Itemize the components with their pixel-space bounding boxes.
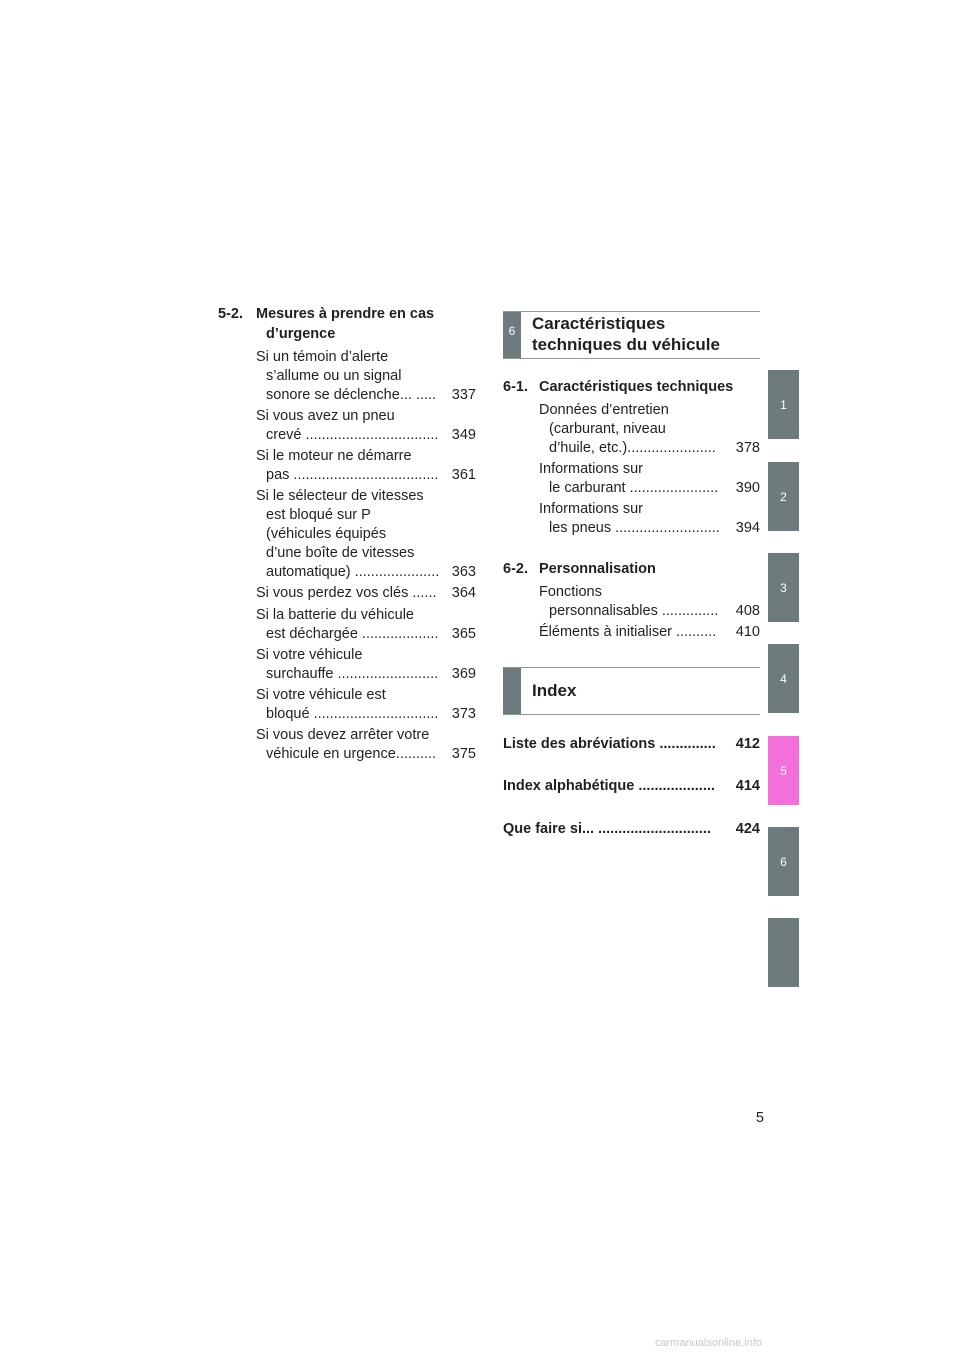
toc-entry-line: d’huile, etc.)...................... bbox=[549, 440, 716, 456]
section-6-1-title: Caractéristiques techniques bbox=[539, 379, 734, 395]
chapter-tab-label: 4 bbox=[780, 671, 787, 686]
chapter-tab-2[interactable] bbox=[768, 462, 799, 531]
toc-entry-line: est bloqué sur P bbox=[266, 507, 371, 523]
toc-entry-line: surchauffe ......................... bbox=[266, 666, 439, 682]
toc-page-number: 363 bbox=[451, 564, 476, 580]
chapter-tab-label: 3 bbox=[780, 580, 787, 595]
chapter-tab-label: 5 bbox=[780, 763, 787, 778]
section-6-1-number: 6-1. bbox=[503, 379, 528, 395]
toc-entry-line: (véhicules équipés bbox=[266, 526, 387, 542]
index-entry-label: Que faire si... ............................ bbox=[503, 821, 711, 837]
toc-entry-line: d’une boîte de vitesses bbox=[266, 545, 415, 561]
toc-entry-line: Informations sur bbox=[539, 501, 643, 517]
chapter-tab-label: 6 bbox=[780, 854, 787, 869]
toc-entry-line: Si vous devez arrêter votre bbox=[256, 727, 430, 743]
toc-page-number: 373 bbox=[451, 706, 476, 722]
toc-entry-line: Si vous avez un pneu bbox=[256, 408, 395, 424]
right-column bbox=[503, 378, 760, 643]
chapter-6-header bbox=[503, 311, 760, 359]
toc-entry-line: Si la batterie du véhicule bbox=[256, 607, 414, 623]
toc-entry-line: Éléments à initialiser .......... bbox=[539, 624, 717, 640]
left-column bbox=[218, 305, 476, 775]
toc-entry-line: s’allume ou un signal bbox=[266, 368, 402, 384]
toc-entry-line: les pneus .......................... bbox=[549, 520, 720, 536]
chapter-tab-label: 2 bbox=[780, 489, 787, 504]
chapter-tab-6[interactable] bbox=[768, 827, 799, 896]
section-5-2-title: Mesures à prendre en cas bbox=[256, 306, 435, 322]
toc-page-number: 349 bbox=[451, 427, 476, 443]
toc-page-number: 408 bbox=[735, 603, 760, 619]
toc-page-number: 375 bbox=[451, 746, 476, 762]
index-header bbox=[503, 667, 760, 715]
toc-entry-line: Si le sélecteur de vitesses bbox=[256, 488, 424, 504]
toc-entry-line: automatique) ..................... bbox=[266, 564, 440, 580]
toc-entry-line: le carburant ...................... bbox=[549, 480, 719, 496]
section-5-2-title-cont: d’urgence bbox=[266, 326, 336, 342]
chapter-6-title-cont: techniques du véhicule bbox=[532, 335, 720, 354]
toc-page-number: 424 bbox=[735, 821, 760, 837]
section-6-2-title: Personnalisation bbox=[539, 561, 656, 577]
toc-entry-line: sonore se déclenche... ..... bbox=[266, 387, 437, 403]
toc-page-number: 412 bbox=[735, 736, 760, 752]
toc-entry-line: est déchargée ................... bbox=[266, 626, 439, 642]
index-tab-marker bbox=[503, 668, 521, 714]
index-entries bbox=[503, 735, 760, 845]
toc-page-number: 337 bbox=[451, 387, 476, 403]
toc-page-number: 361 bbox=[451, 467, 476, 483]
toc-entry-line: Si vous perdez vos clés ...... bbox=[256, 585, 437, 601]
toc-page-number: 414 bbox=[735, 778, 760, 794]
chapter-tab-4[interactable] bbox=[768, 644, 799, 713]
section-6-2-number: 6-2. bbox=[503, 561, 528, 577]
toc-entry-line: véhicule en urgence.......... bbox=[266, 746, 437, 762]
toc-page-number: 369 bbox=[451, 666, 476, 682]
chapter-tab-label: 1 bbox=[780, 397, 787, 412]
toc-entry-line: crevé ................................. bbox=[266, 427, 439, 443]
toc-page-number: 364 bbox=[451, 585, 476, 601]
chapter-tab-3[interactable] bbox=[768, 553, 799, 622]
chapter-6-title: Caractéristiques bbox=[532, 314, 666, 333]
toc-entry-line: Si un témoin d’alerte bbox=[256, 349, 389, 365]
toc-entry-line: Si le moteur ne démarre bbox=[256, 448, 412, 464]
toc-page-number: 394 bbox=[735, 520, 760, 536]
toc-page-number: 410 bbox=[735, 624, 760, 640]
chapter-tab-5-active[interactable] bbox=[768, 736, 799, 805]
section-5-2-number: 5-2. bbox=[218, 306, 243, 322]
toc-page-number: 365 bbox=[451, 626, 476, 642]
index-title: Index bbox=[532, 681, 577, 700]
chapter-tab-1[interactable] bbox=[768, 370, 799, 439]
toc-entry-line: Données d’entretien bbox=[539, 402, 669, 418]
toc-entry-line: personnalisables .............. bbox=[549, 603, 719, 619]
toc-entry-line: Fonctions bbox=[539, 584, 602, 600]
index-entry-label: Index alphabétique ................... bbox=[503, 778, 715, 794]
toc-entry-line: Informations sur bbox=[539, 461, 643, 477]
page-number: 5 bbox=[755, 1110, 764, 1126]
toc-page-number: 378 bbox=[735, 440, 760, 456]
index-entry-label: Liste des abréviations .............. bbox=[503, 736, 716, 752]
toc-entry-line: Si votre véhicule bbox=[256, 647, 363, 663]
chapter-tab-index[interactable] bbox=[768, 918, 799, 987]
watermark-text: carmanualsonline.info bbox=[655, 1337, 763, 1349]
toc-entry-line: Si votre véhicule est bbox=[256, 687, 386, 703]
toc-entry-line: pas .................................... bbox=[266, 467, 439, 483]
toc-page-number: 390 bbox=[735, 480, 760, 496]
toc-entry-line: bloqué ............................... bbox=[266, 706, 439, 722]
chapter-6-tab-number: 6 bbox=[508, 324, 516, 338]
chapter-6-tab-marker bbox=[503, 312, 521, 358]
toc-entry-line: (carburant, niveau bbox=[549, 421, 666, 437]
